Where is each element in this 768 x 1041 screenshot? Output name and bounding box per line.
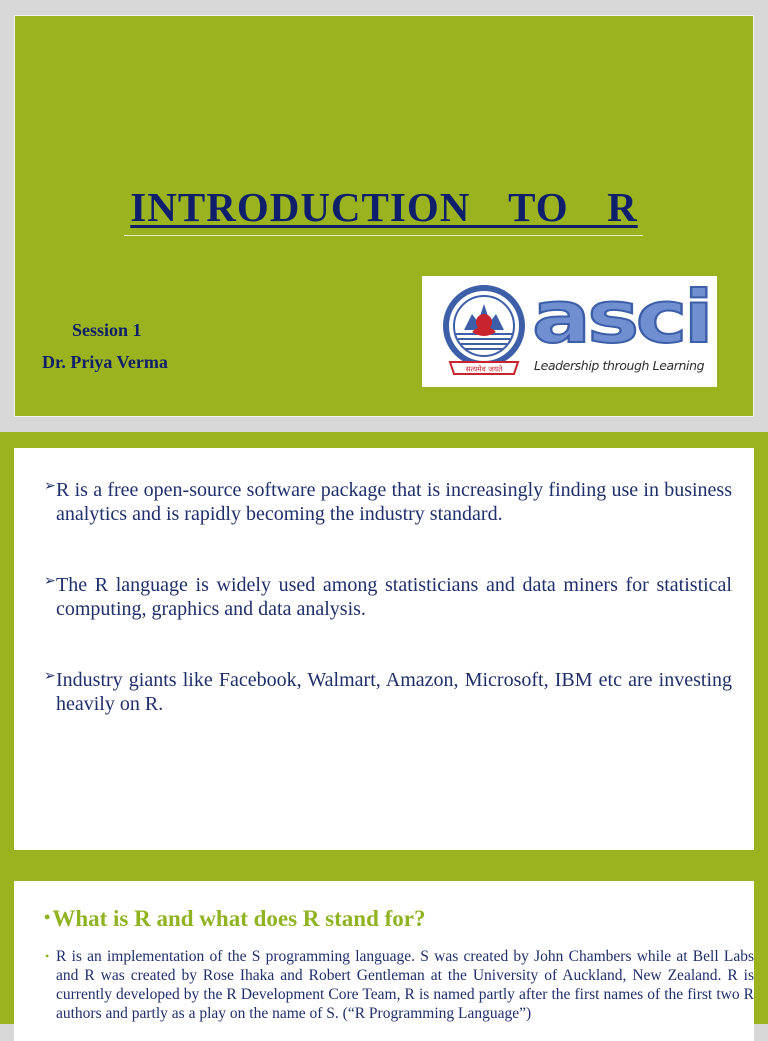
asci-emblem-icon	[442, 284, 526, 380]
list-item	[42, 478, 732, 526]
logo-tagline: Leadership through Learning	[534, 358, 705, 373]
definition-heading-text: What is R and what does R stand for?	[52, 906, 426, 931]
asci-logo	[422, 276, 717, 387]
slide-title: INTRODUCTION TO R	[130, 184, 638, 230]
definition-panel	[14, 881, 754, 1041]
title-divider	[124, 235, 643, 236]
title-slide	[0, 0, 768, 432]
bullet-text: Industry giants like Facebook, Walmart, Amazon, Microsoft, IBM etc are investing heavily on R.	[56, 669, 732, 715]
bullet-text: R is a free open-source software package that is increasingly finding use in business analytics and is rapidly becoming the industry standard.	[56, 479, 732, 525]
list-item	[42, 668, 732, 716]
overview-bullet-list	[42, 478, 732, 763]
definition-body-text: R is an implementation of the S programming language. S was created by John Chambers while at Bell Labs and R was created by Rose Ihaka and Robert Gentleman at the University of Auckland, New Zealand. R is currently developed by the R Development Core Team, R is named partly after the first names of the first two R authors and partly as a play on the name of S. (“R Programming Language”)	[56, 948, 754, 1022]
asci-wordmark	[532, 280, 712, 350]
arrow-bullet-icon: ➢	[44, 669, 56, 684]
bullet-text: The R language is widely used among statisticians and data miners for statistical computing, graphics and data analysis.	[56, 574, 732, 620]
arrow-bullet-icon: ➢	[44, 479, 56, 494]
overview-slide	[0, 432, 768, 865]
list-item	[42, 573, 732, 621]
asci-wordmark-text: asci	[532, 280, 710, 350]
session-label: Session 1	[72, 320, 142, 340]
author-name: Dr. Priya Verma	[42, 352, 168, 372]
emblem-motto: सत्यमेव जयते	[465, 364, 503, 374]
dot-bullet-icon: •	[45, 949, 50, 963]
arrow-bullet-icon: ➢	[44, 574, 56, 589]
definition-body	[42, 947, 754, 1023]
dot-bullet-icon: •	[44, 907, 51, 927]
definition-slide	[0, 865, 768, 1024]
overview-panel	[14, 448, 754, 850]
definition-heading	[44, 906, 425, 932]
